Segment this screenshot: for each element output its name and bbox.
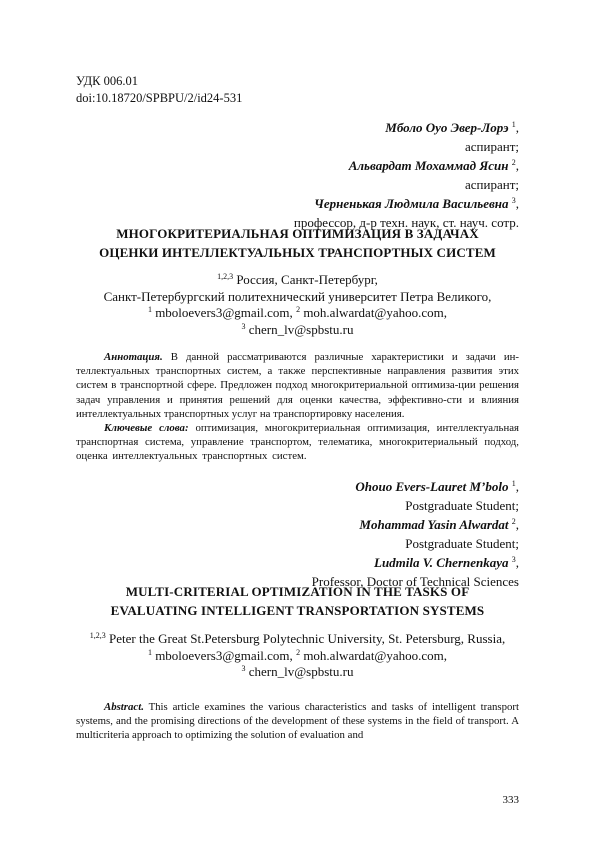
page-number: 333 (502, 794, 519, 806)
ru-emails-line (60, 305, 535, 322)
email-sup: 1 (147, 647, 152, 657)
en-author-3: Ludmila V. Chernenkaya $^3$, (374, 555, 519, 570)
affil-sup: 1,2,3 (217, 272, 234, 281)
ru-author-3: Черненькая Людмила Васильевна $^3$, (314, 196, 519, 211)
email-link[interactable]: moh.alwardat@yahoo.com, (303, 647, 448, 663)
email-sup: 2 (296, 305, 301, 314)
author-name: Черненькая Людмила Васильевна (314, 196, 509, 211)
en-emails-line (60, 648, 535, 665)
en-affiliation (60, 631, 535, 681)
ru-keywords-text: оптимизация, многокритериальная оптимизация, интеллектуальная транспортная система, управление транспортом, телематика, многокритериальный подход, оценка интеллектуальных транспортных систем. (76, 422, 519, 463)
ru-abstract-text: В данной рассматриваются различные характеристики и задачи ин-теллектуальных транспортных систем, а также перспективные направления развития этих систем в транспортной сфере. Предложен подход многокритериальной оптимиза-ции решения задач управления и принятия решений для оценки качества, эффективно-сти и влияния интеллектуальных транспортных услуг на транспортировку населения. (76, 351, 519, 420)
ru-author-3-role: профессор, д-р техн. наук, ст. науч. сотр. (293, 215, 519, 230)
doi: doi:10.18720/SPBPU/2/id24-531 (76, 90, 243, 105)
author-sup: 2 (511, 517, 516, 526)
email-sup: 3 (241, 664, 246, 673)
email-link[interactable]: chern_lv@spbstu.ru (248, 321, 354, 337)
author-name: Mohammad Yasin Alwardat (359, 517, 509, 532)
en-abstract (76, 700, 519, 743)
en-author-list (312, 477, 519, 591)
author-name: Альвардат Мохаммад Ясин (348, 158, 509, 173)
en-affil-line (60, 631, 535, 648)
email-link[interactable]: mboloevers3@gmail.com, (155, 647, 293, 663)
author-sup: 1 (511, 120, 516, 129)
ru-author-1-role: аспирант; (465, 139, 519, 154)
ru-affiliation (60, 272, 535, 338)
author-sup: 1 (511, 479, 516, 488)
ru-author-1: Мболо Оуо Эвер-Лорэ $^1$, (385, 120, 519, 135)
email-link[interactable]: chern_lv@spbstu.ru (248, 664, 354, 679)
ru-keywords (76, 421, 519, 464)
en-title (60, 583, 535, 620)
en-author-1: Ohouo Evers-Lauret M’bolo $^1$, (355, 479, 519, 494)
udk-code: УДК 006.01 (76, 74, 138, 88)
ru-affil-city-line (60, 272, 535, 289)
email-link[interactable]: moh.alwardat@yahoo.com, (303, 305, 448, 320)
en-email3-line (60, 664, 535, 681)
ru-affil-city: Россия, Санкт-Петербург, (236, 272, 378, 287)
en-author-3-role: Professor, Doctor of Technical Sciences (311, 574, 519, 589)
en-abstract-label: Abstract. (104, 701, 144, 713)
ru-email3-line (60, 322, 535, 339)
en-author-2: Mohammad Yasin Alwardat $^2$, (359, 517, 519, 532)
ru-keywords-label: Ключевые слова: (104, 422, 189, 434)
email-link[interactable]: mboloevers3@gmail.com, (155, 305, 293, 320)
email-sup: 1 (147, 305, 152, 314)
ru-title-line-2: ОЦЕНКИ ИНТЕЛЛЕКТУАЛЬНЫХ ТРАНСПОРТНЫХ СИСТЕМ (99, 244, 496, 260)
en-author-2-role: Postgraduate Student; (405, 536, 519, 551)
author-name: Ludmila V. Chernenkaya (374, 555, 509, 570)
udk-doi-block (76, 73, 242, 106)
author-sup: 3 (511, 555, 516, 564)
affil-sup: 1,2,3 (89, 631, 106, 640)
author-sup: 3 (511, 196, 516, 205)
ru-abstract (76, 350, 519, 421)
ru-author-2-role: аспирант; (465, 177, 519, 192)
en-abstract-text: This article examines the various characteristics and tasks of intelligent transport systems, and the promising directions of the development of these systems in the field of transport. A multicriteria approach to optimizing the solution of evaluation and (76, 701, 519, 742)
email-sup: 2 (296, 647, 301, 657)
ru-abstract-label: Аннотация. (104, 351, 163, 363)
author-name: Мболо Оуо Эвер-Лорэ (385, 120, 509, 135)
ru-author-2: Альвардат Мохаммад Ясин $^2$, (348, 158, 519, 173)
ru-title (60, 225, 535, 262)
author-name: Ohouo Evers-Lauret M’bolo (355, 479, 509, 494)
en-affil-university: Peter the Great St.Petersburg Polytechnic University, St. Petersburg, Russia, (109, 631, 506, 646)
ru-title-line-1: МНОГОКРИТЕРИАЛЬНАЯ ОПТИМИЗАЦИЯ В ЗАДАЧАХ (116, 226, 479, 241)
ru-affil-university: Санкт-Петербургский политехнический университет Петра Великого, (103, 288, 492, 304)
en-author-1-role: Postgraduate Student; (405, 498, 519, 513)
email-sup: 3 (241, 321, 246, 331)
en-title-line-2: EVALUATING INTELLIGENT TRANSPORTATION SYSTEMS (110, 602, 485, 618)
en-title-line-1: MULTI-CRITERIAL OPTIMIZATION IN THE TASKS OF (125, 584, 470, 599)
author-sup: 2 (511, 158, 516, 167)
ru-author-list (294, 118, 519, 232)
